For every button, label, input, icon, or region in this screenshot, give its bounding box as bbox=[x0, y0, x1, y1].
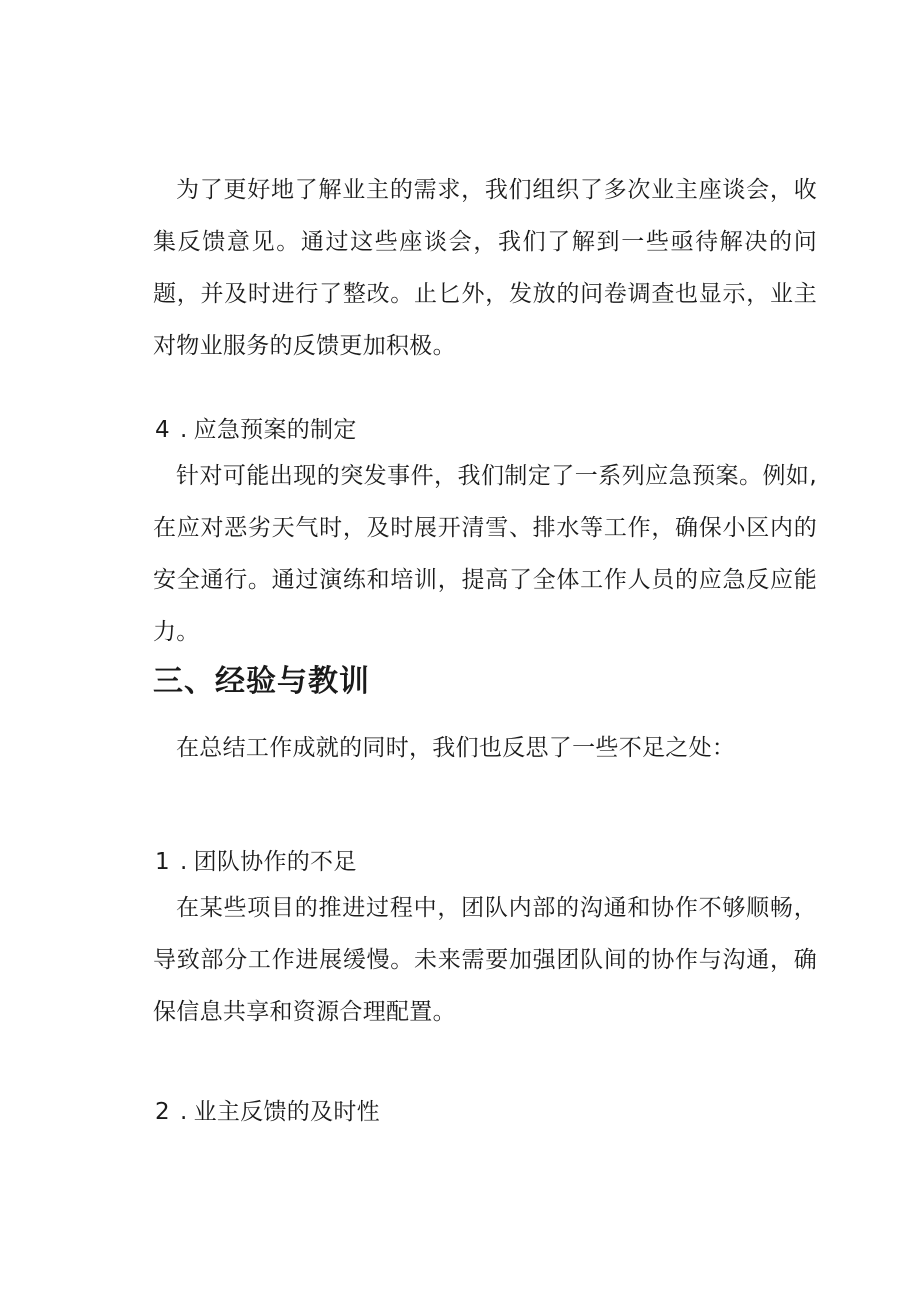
list-item-feedback-timeliness: 2 . 业主反馈的及时性 bbox=[155, 1099, 380, 1125]
list-item-title: 业主反馈的及时性 bbox=[193, 1099, 380, 1125]
section-heading-lessons: 三、经验与教训 bbox=[153, 664, 370, 699]
list-item-title: 应急预案的制定 bbox=[193, 417, 357, 443]
paragraph-owner-feedback: 为了更好地了解业主的需求，我们组织了多次业主座谈会，收集反馈意见。通过这些座谈会，我们了解到一些亟待解决的问题，并及时进行了整改。止匕外，发放的问卷调查也显示，业主对物业服务的反馈更加积极。 bbox=[153, 177, 817, 359]
list-item-number: 1 bbox=[155, 849, 170, 875]
list-item-emergency-plan: 4 . 应急预案的制定 bbox=[155, 417, 357, 443]
paragraph-emergency-plan: 针对可能出现的突发事件，我们制定了一系列应急预案。例如,在应对恶劣天气时，及时展开清雪、排水等工作，确保小区内的安全通行。通过演练和培训，提高了全体工作人员的应急反应能力。 bbox=[153, 463, 817, 645]
list-item-number: 2 bbox=[155, 1099, 170, 1125]
paragraph-reflection: 在总结工作成就的同时，我们也反思了一些不足之处： bbox=[176, 735, 736, 761]
paragraph-teamwork: 在某些项目的推进过程中，团队内部的沟通和协作不够顺畅，导致部分工作进展缓慢。未来需要加强团队间的协作与沟通，确保信息共享和资源合理配置。 bbox=[153, 895, 817, 1025]
list-item-title: 团队协作的不足 bbox=[193, 849, 357, 875]
list-item-number: 4 bbox=[155, 417, 170, 443]
list-item-teamwork: 1 . 团队协作的不足 bbox=[155, 849, 357, 875]
